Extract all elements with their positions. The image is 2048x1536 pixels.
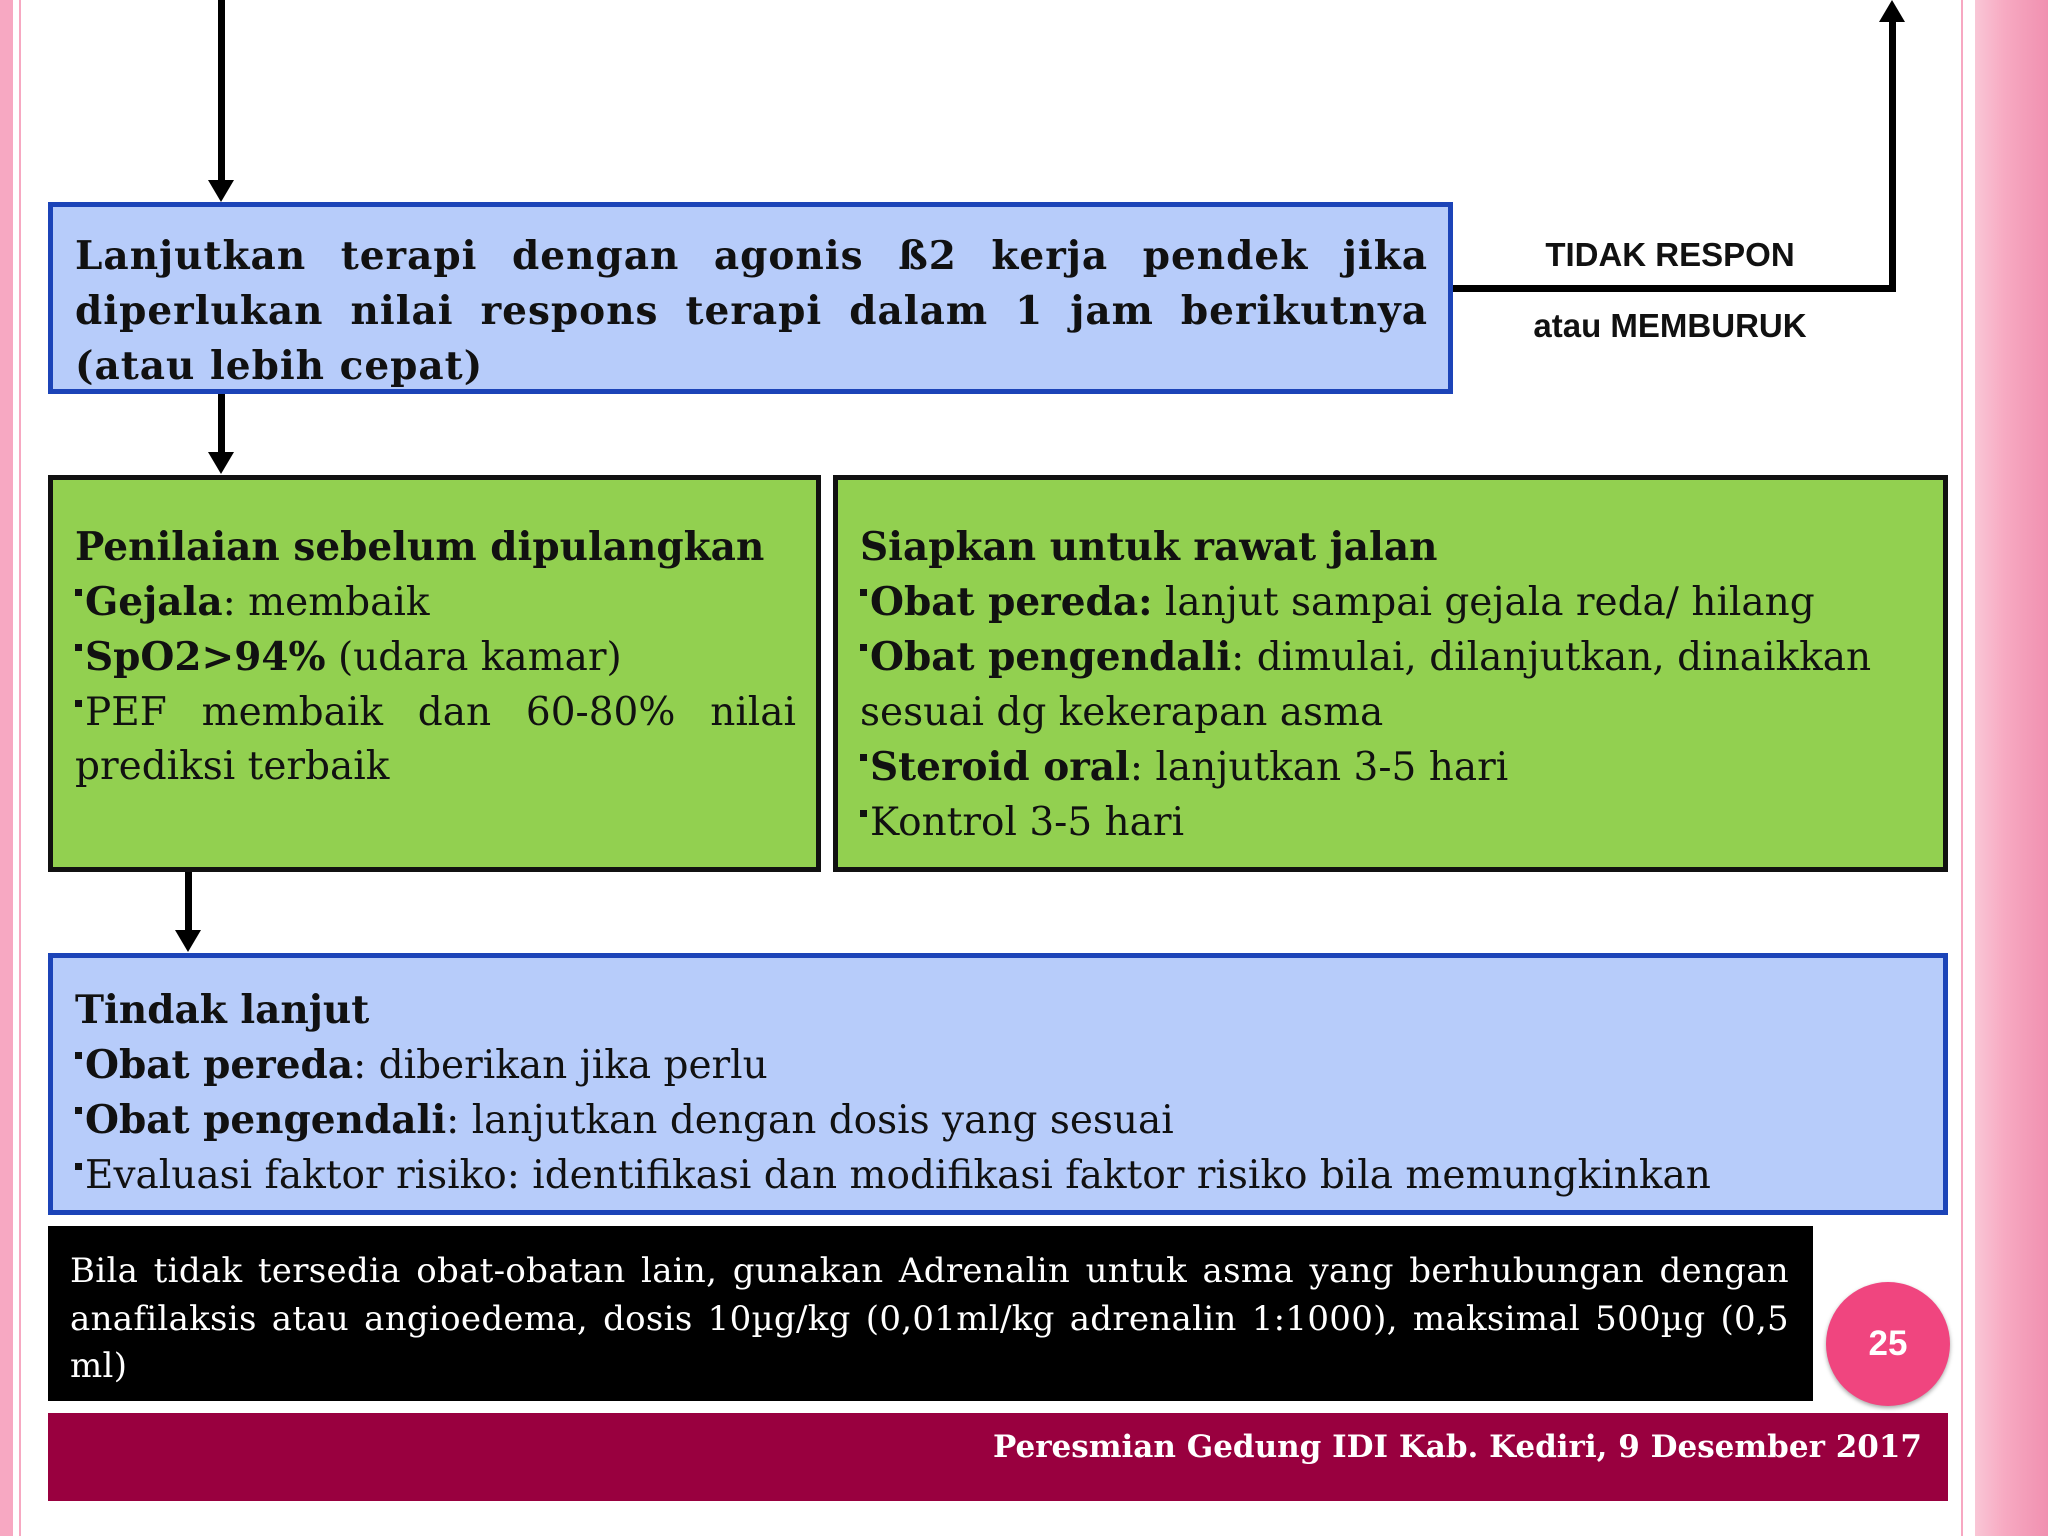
label-worsening: atau MEMBURUK xyxy=(1533,307,1807,344)
box-outpatient-prep xyxy=(833,475,1948,872)
list-item: Obat pengendali: dimulai, dilanjutkan, dinaikkan xyxy=(860,630,1923,686)
box-outpatient-title: Siapkan untuk rawat jalan xyxy=(860,524,1438,570)
bullet-square-icon xyxy=(75,1163,82,1170)
bullet-square-icon xyxy=(860,754,867,761)
left-border-stripe xyxy=(0,0,13,1536)
list-item: SpO2>94% (udara kamar) xyxy=(75,630,796,686)
bullet-square-icon xyxy=(75,1107,82,1114)
bullet-square-icon xyxy=(860,644,867,651)
adrenaline-note-text: Bila tidak tersedia obat-obatan lain, gunakan Adrenalin untuk asma yang berhubungan dengan anafilaksis atau angioedema, dosis 10µg/kg (0,01ml/kg adrenalin 1:1000), maksimal 500µg (0,5 ml) xyxy=(70,1251,1789,1386)
list-item: Obat pereda: diberikan jika perlu xyxy=(75,1038,1923,1094)
box-follow-up xyxy=(48,953,1948,1215)
list-item-continuation: sesuai dg kekerapan asma xyxy=(860,689,1384,735)
list-item: Gejala: membaik xyxy=(75,575,796,631)
arrow-right-horizontal xyxy=(1450,285,1896,292)
bullet-square-icon xyxy=(75,644,82,651)
arrow-low-head xyxy=(175,930,201,952)
footer-text: Peresmian Gedung IDI Kab. Kediri, 9 Desember 2017 xyxy=(993,1429,1922,1465)
bullet-square-icon xyxy=(75,589,82,596)
box-continue-therapy-text: Lanjutkan terapi dengan agonis ß2 kerja pendek jika diperlukan nilai respons terapi dalam 1 jam berikutnya (atau lebih cepat) xyxy=(75,233,1428,389)
right-border-band xyxy=(1975,0,2048,1536)
arrow-right-head xyxy=(1879,0,1905,22)
footer-bar xyxy=(48,1413,1948,1501)
list-item: Steroid oral: lanjutkan 3-5 hari xyxy=(860,740,1923,796)
bullet-square-icon xyxy=(75,700,82,707)
list-item: Obat pengendali: lanjutkan dengan dosis yang sesuai xyxy=(75,1093,1923,1149)
right-border-line xyxy=(1961,0,1963,1536)
box-discharge-title: Penilaian sebelum dipulangkan xyxy=(75,524,765,570)
bullet-square-icon xyxy=(860,810,867,817)
list-item-continuation: prediksi terbaik xyxy=(75,744,390,789)
left-border-line xyxy=(19,0,21,1536)
arrow-top-head xyxy=(208,180,234,202)
arrow-top-shaft xyxy=(218,0,225,182)
arrow-mid-head xyxy=(208,452,234,474)
box-continue-therapy xyxy=(48,202,1453,394)
arrow-right-shaft xyxy=(1889,18,1896,292)
page-number-badge: 25 xyxy=(1826,1282,1950,1406)
box-adrenaline-note xyxy=(48,1226,1813,1401)
list-item: Kontrol 3-5 hari xyxy=(860,796,1923,851)
list-item: Obat pereda: lanjut sampai gejala reda/ hilang xyxy=(860,575,1923,631)
box-follow-up-title: Tindak lanjut xyxy=(75,987,370,1033)
box-discharge-assessment xyxy=(48,475,821,872)
bullet-square-icon xyxy=(860,589,867,596)
bullet-square-icon xyxy=(75,1052,82,1059)
list-item: Evaluasi faktor risiko: identifikasi dan modifikasi faktor risiko bila memungkinkan xyxy=(75,1149,1923,1204)
list-item: PEF membaik dan 60-80% nilai xyxy=(75,686,796,741)
label-no-response: TIDAK RESPON xyxy=(1545,236,1795,273)
